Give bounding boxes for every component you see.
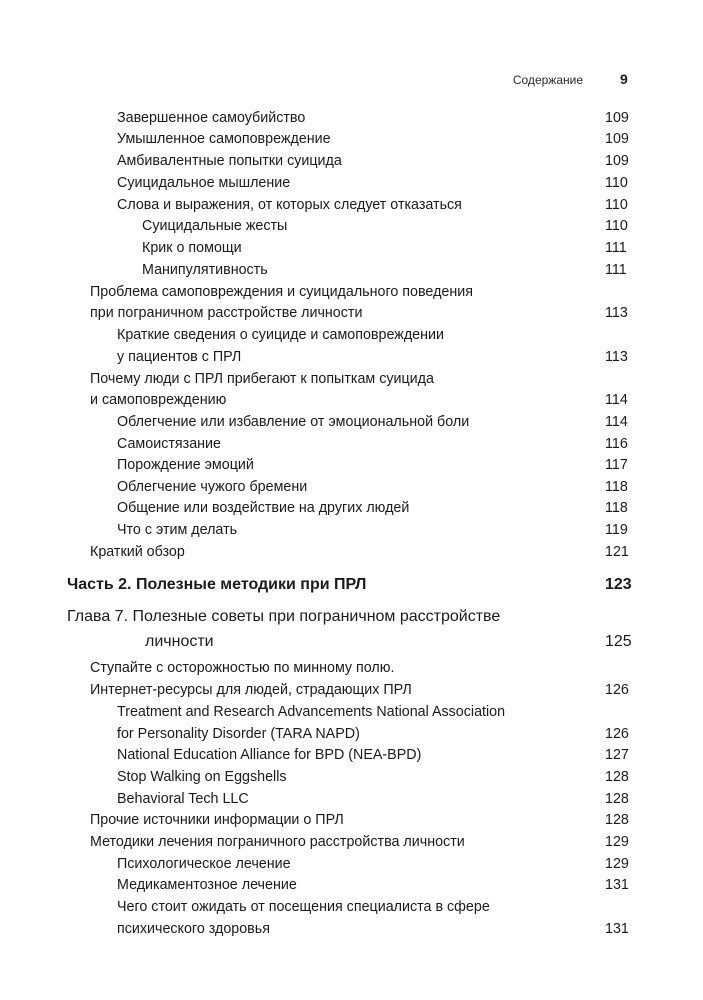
header-title: Содержание — [512, 73, 583, 87]
toc-entry-title: Манипулятивность — [142, 262, 268, 278]
toc-entry-title: Медикаментозное лечение — [117, 877, 297, 893]
toc-entry-title: Прочие источники информации о ПРЛ — [90, 812, 344, 828]
toc-entry-page: 129 — [605, 834, 629, 850]
toc-entry-title: Проблема самоповреждения и суицидального поведения — [90, 284, 473, 300]
toc-entry-title: Крик о помощи — [142, 240, 242, 256]
toc-entry-title: Порождение эмоций — [117, 457, 254, 473]
toc-entry-title: Почему люди с ПРЛ прибегают к попыткам суицида — [90, 371, 434, 387]
toc-entry-page: 128 — [605, 812, 629, 828]
toc-entry-page: 126 — [605, 726, 629, 742]
toc-entry-title: Суицидальные жесты — [142, 218, 288, 234]
toc-entry-page: 109 — [605, 131, 629, 147]
toc-entry-page: 114 — [605, 392, 628, 408]
toc-entry-title: Stop Walking on Eggshells — [117, 769, 287, 785]
toc-entry-page: 110 — [605, 175, 628, 191]
toc-entry-page: 111 — [605, 262, 627, 278]
toc-entry-page: 116 — [605, 436, 628, 452]
toc-entry-title: Глава 7. Полезные советы при пограничном расстройстве — [67, 608, 501, 625]
toc-entry-title: при пограничном расстройстве личности — [90, 305, 363, 321]
toc-entry-title: Суицидальное мышление — [117, 175, 291, 191]
toc-entry-page: 119 — [605, 522, 628, 538]
toc-entry-title: National Education Alliance for BPD (NEA-BPD) — [117, 747, 422, 763]
toc-entry-title: Слова и выражения, от которых следует отказаться — [117, 197, 462, 213]
toc-entry-title: личности — [145, 633, 214, 650]
toc-entry-page: 125 — [605, 633, 632, 650]
toc-entry-page: 114 — [605, 414, 628, 430]
toc-entry-title: Самоистязание — [117, 436, 221, 452]
toc-entry-page: 123 — [605, 576, 632, 593]
toc-entry-title: Умышленное самоповреждение — [117, 131, 331, 147]
toc-entry-page: 118 — [605, 500, 628, 516]
toc-entry-page: 128 — [605, 791, 629, 807]
toc-entry-page: 131 — [605, 877, 629, 893]
toc-entry-title: Treatment and Research Advancements National Association — [117, 704, 506, 720]
toc-entry-title: Психологическое лечение — [117, 856, 291, 872]
toc-entry-page: 111 — [605, 240, 627, 256]
toc-entry-page: 126 — [605, 682, 629, 698]
running-header — [0, 73, 703, 89]
toc-entry-title: Облегчение чужого бремени — [117, 479, 308, 495]
toc-entry-title: Чего стоит ожидать от посещения специалиста в сфере — [117, 899, 490, 915]
toc-entry-title: Краткий обзор — [90, 544, 185, 560]
toc-entry-page: 117 — [605, 457, 628, 473]
toc-entry-title: Методики лечения пограничного расстройства личности — [90, 834, 465, 850]
toc-entry-page: 113 — [605, 349, 628, 365]
toc-entry-title: Амбивалентные попытки суицида — [117, 153, 342, 169]
toc-entry-page: 129 — [605, 856, 629, 872]
toc-entry-page: 128 — [605, 769, 629, 785]
toc-entry-page: 118 — [605, 479, 628, 495]
toc-entry-title: Краткие сведения о суициде и самоповреждении — [117, 327, 444, 343]
toc-entry-title: Общение или воздействие на других людей — [117, 500, 410, 516]
toc-entry-page: 109 — [605, 110, 629, 126]
toc-entry-page: 109 — [605, 153, 629, 169]
header-page-number: 9 — [620, 71, 628, 87]
toc-entry-page: 110 — [605, 218, 628, 234]
toc-entry-title: психического здоровья — [117, 921, 270, 937]
toc-entry-page: 121 — [605, 544, 629, 560]
toc-entry-title: Облегчение или избавление от эмоциональной боли — [117, 414, 470, 430]
toc-entry-title: Behavioral Tech LLC — [117, 791, 249, 807]
toc-entry-page: 127 — [605, 747, 629, 763]
toc-entry-title: for Personality Disorder (TARA NAPD) — [117, 726, 360, 742]
toc-entry-page: 110 — [605, 197, 628, 213]
toc-entry-page: 113 — [605, 305, 628, 321]
toc-entry-title: у пациентов с ПРЛ — [117, 349, 242, 365]
toc-entry-title: и самоповреждению — [90, 392, 227, 408]
toc-entry-title: Что с этим делать — [117, 522, 238, 538]
toc-entry-title: Часть 2. Полезные методики при ПРЛ — [67, 576, 367, 593]
toc-entry-title: Интернет-ресурсы для людей, страдающих ПРЛ — [90, 682, 412, 698]
toc-entry-page: 131 — [605, 921, 629, 937]
toc-entry-title: Ступайте с осторожностью по минному полю. — [90, 660, 395, 676]
toc-entry-title: Завершенное самоубийство — [117, 110, 306, 126]
